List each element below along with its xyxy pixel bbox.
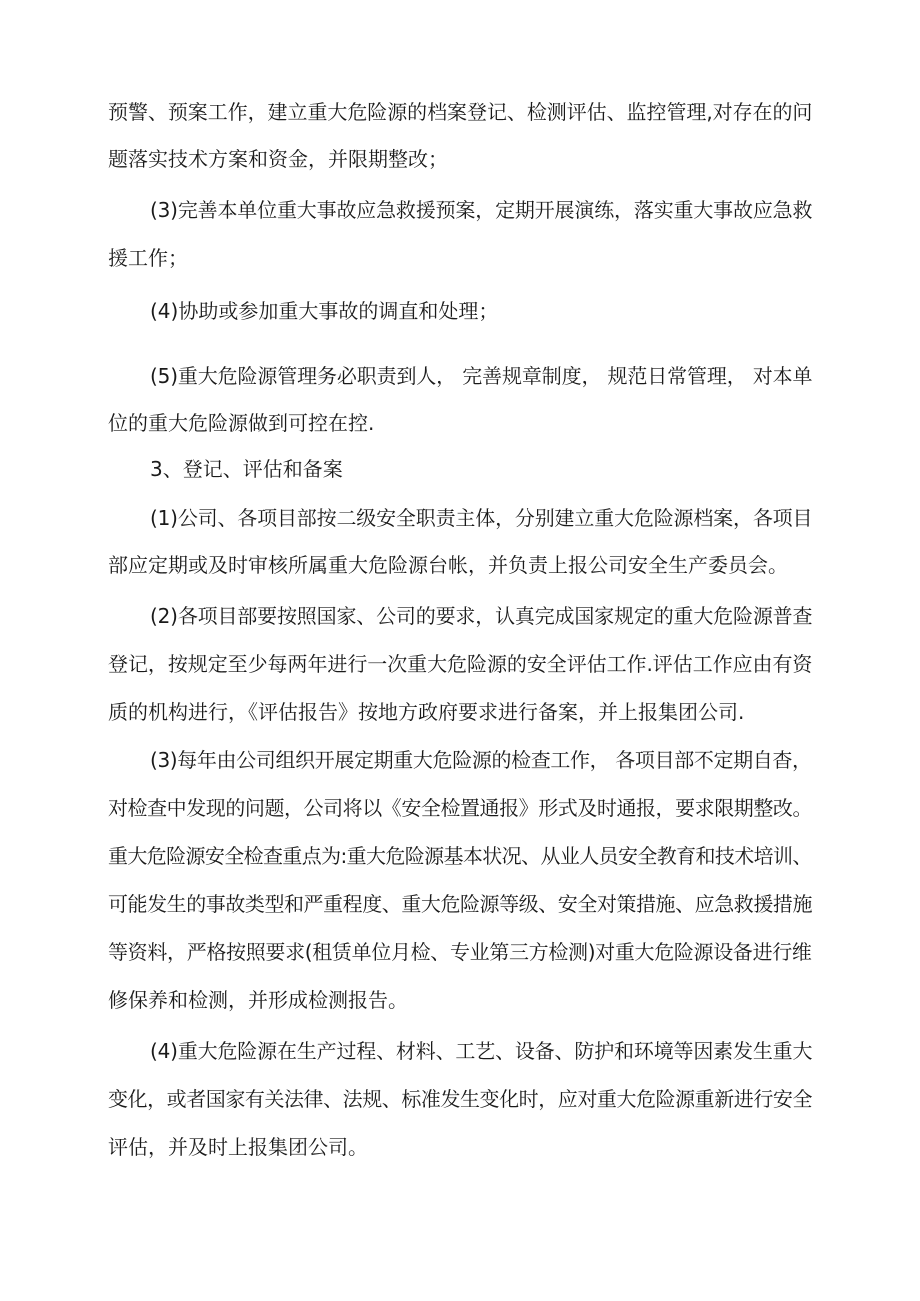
text-line: 题落实技术方案和资金，并限期整改； — [108, 147, 448, 171]
text-line: (4)重大危险源在生产过程、材料、工艺、设备、防护和环境等因素发生重大 — [150, 1039, 813, 1063]
text-line: 修保养和检测，并形成检测报告。 — [108, 988, 408, 1012]
text-line: 援工作； — [108, 246, 188, 270]
text-line: 部应定期或及时审核所属重大危险源台帐，并负责上报公司安全生产委员会。 — [108, 553, 788, 577]
text-line: 登记，按规定至少每两年进行一次重大危险源的安全评估工作.评估工作应由有资 — [108, 652, 813, 676]
text-line: 评估，并及时上报集团公司。 — [108, 1135, 368, 1159]
text-line: (3)每年由公司组织开展定期重大危险源的检查工作， 各项目部不定期自杳， — [150, 748, 812, 772]
text-line: (2)各项目部要按照国家、公司的要求，认真完成国家规定的重大危险源普查 — [150, 604, 813, 628]
text-line: 可能发生的事故类型和严重程度、重大危险源等级、安全对策措施、应急救援措施 — [108, 892, 812, 916]
text-line: 质的机构进行，《评估报告》按地方政府要求进行备案，并上报集团公司. — [108, 700, 745, 724]
text-line: (5)重大危险源管理务必职责到人， 完善规章制度， 规范日常管理， 对本单 — [150, 364, 813, 388]
text-line: 预警、预案工作，建立重大危险源的档案登记、检测评估、监控管理,对存在的问 — [108, 100, 813, 124]
text-line: (4)协助或参加重大事故的调直和处理； — [150, 299, 499, 323]
text-line: (1)公司、各项目部按二级安全职责主体，分别建立重大危险源档案，各项目 — [150, 506, 813, 530]
text-line: 位的重大危险源做到可控在控. — [108, 411, 375, 435]
text-line: 重大危险源安全检查重点为:重大危险源基本状况、从业人员安全教育和技术培训、 — [108, 844, 812, 868]
text-line: 变化，或者国家有关法律、法规、标准发生变化时，应对重大危险源重新进行安全 — [108, 1087, 812, 1111]
text-line: (3)完善本单位重大事故应急救援预案，定期开展演练，落实重大事故应急救 — [150, 198, 813, 222]
section-heading: 3、登记、评估和备案 — [150, 457, 343, 481]
text-line: 等资料，严格按照要求(租赁单位月检、专业第三方检测)对重大危险源设备进行维 — [108, 940, 812, 964]
text-line: 对检查中发现的问题，公司将以《安全检置通报》形式及时通报，要求限期整改。 — [108, 796, 812, 820]
